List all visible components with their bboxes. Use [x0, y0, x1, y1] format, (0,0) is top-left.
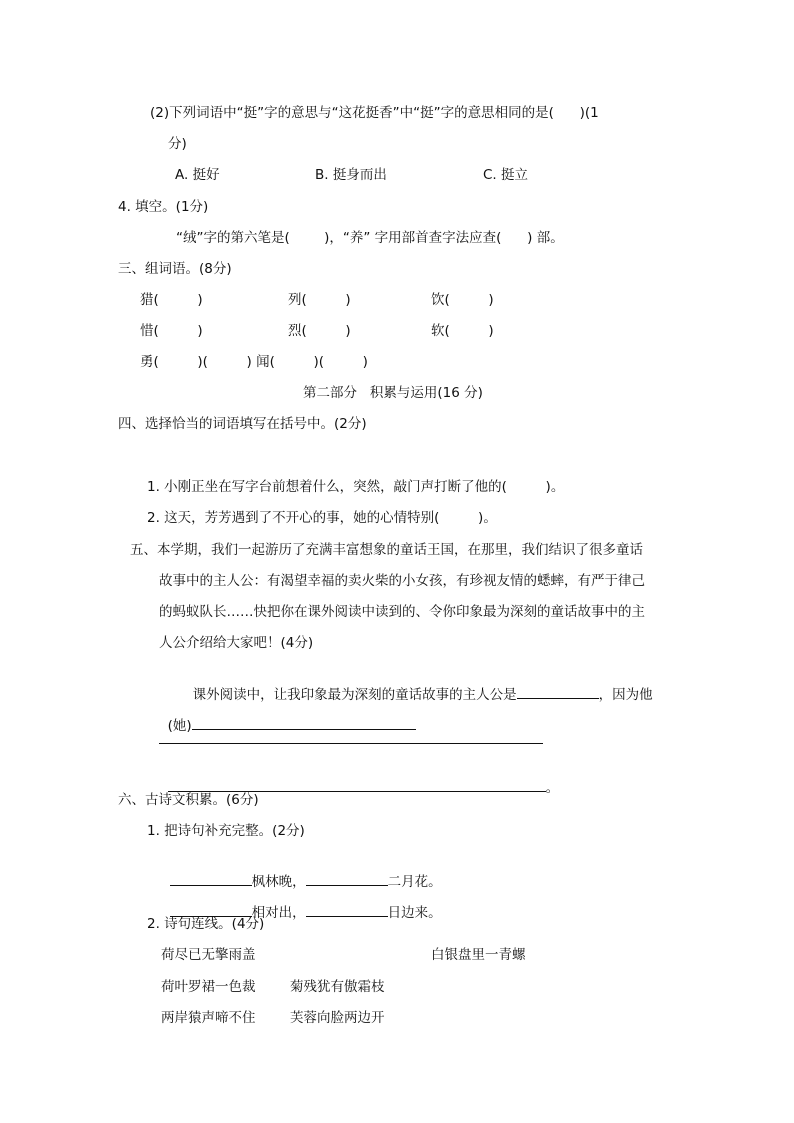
poem-left-item[interactable]: 两岸猿声啼不住 — [161, 1010, 256, 1026]
word-item: 软( ) — [431, 323, 494, 339]
word-item: 烈( ) — [288, 323, 351, 339]
answer-mid: ，因为他 — [598, 687, 653, 703]
section4-item: 1. 小刚正坐在写字台前想着什么，突然，敲门声打断了他的( )。 — [147, 479, 565, 495]
poem-text: 枫林晚， — [251, 874, 306, 890]
section6-sub2-title: 2. 诗句连线。(4分) — [147, 916, 265, 932]
period: 。 — [545, 780, 560, 796]
option-c: C. 挺立 — [483, 167, 529, 183]
poem-left-item[interactable]: 荷叶罗裙一色裁 — [161, 979, 256, 995]
part2-title: 第二部分 积累与运用(16 分) — [303, 385, 483, 401]
poem-middle-item[interactable]: 菊残犹有傲霜枝 — [290, 979, 385, 995]
word-item: 列( ) — [288, 292, 351, 308]
poem-text: 日边来。 — [387, 905, 442, 921]
word-row-last: 勇( )( ) 闻( )( ) — [140, 354, 368, 370]
poem-left-item[interactable]: 荷尽已无擎雨盖 — [161, 947, 256, 963]
section5-line: 故事中的主人公：有渴望幸福的卖火柴的小女孩，有珍视友情的蟋蟀，有严于律己 — [159, 573, 645, 589]
section5-line: 人公介绍给大家吧！(4分) — [159, 635, 314, 651]
section5-line: 的蚂蚁队长……快把你在课外阅读中读到的、令你印象最为深刻的童话故事中的主 — [159, 604, 645, 620]
protagonist-blank[interactable] — [517, 684, 599, 699]
word-item: 饮( ) — [431, 292, 494, 308]
poem-text: 二月花。 — [387, 874, 442, 890]
poem-text: 相对出， — [251, 905, 306, 921]
answer-prefix: 课外阅读中，让我印象最为深刻的童话故事的主人公是 — [192, 687, 517, 703]
section4-title: 四、选择恰当的词语填写在括号中。(2分) — [118, 416, 367, 432]
option-b: B. 挺身而出 — [315, 167, 387, 183]
reason-blank-3[interactable] — [168, 777, 546, 792]
section4-item: 2. 这天，芳芳遇到了不开心的事，她的心情特别( )。 — [147, 510, 497, 526]
q3-2-prompt-line1: (2)下列词语中“挺”字的意思与“这花挺香”中“挺”字的意思相同的是( )(1 — [150, 105, 599, 121]
reason-blank-1[interactable] — [192, 715, 416, 730]
word-item: 惜( ) — [140, 323, 203, 339]
poem-right-item[interactable]: 白银盘里一青螺 — [431, 947, 526, 963]
section6-sub1-title: 1. 把诗句补充完整。(2分) — [147, 823, 305, 839]
word-item: 猎( ) — [140, 292, 203, 308]
answer-line2-prefix: (她) — [167, 718, 192, 734]
poem-blank[interactable] — [306, 902, 388, 917]
q3-2-prompt-line2: 分) — [168, 136, 187, 152]
section3-title: 三、组词语。(8分) — [118, 261, 232, 277]
section6-title: 六、古诗文积累。(6分) — [118, 792, 259, 808]
poem-middle-item[interactable]: 芙蓉向脸两边开 — [290, 1010, 385, 1026]
reason-blank-2[interactable] — [159, 729, 543, 744]
section5-line: 五、本学期，我们一起游历了充满丰富想象的童话王国，在那里，我们结识了很多童话 — [130, 542, 643, 558]
q4-title: 4. 填空。(1分) — [118, 199, 209, 215]
q4-text: “绒”字的第六笔是( )，“养” 字用部首查字法应查( ) 部。 — [176, 230, 564, 246]
option-a: A. 挺好 — [175, 167, 220, 183]
